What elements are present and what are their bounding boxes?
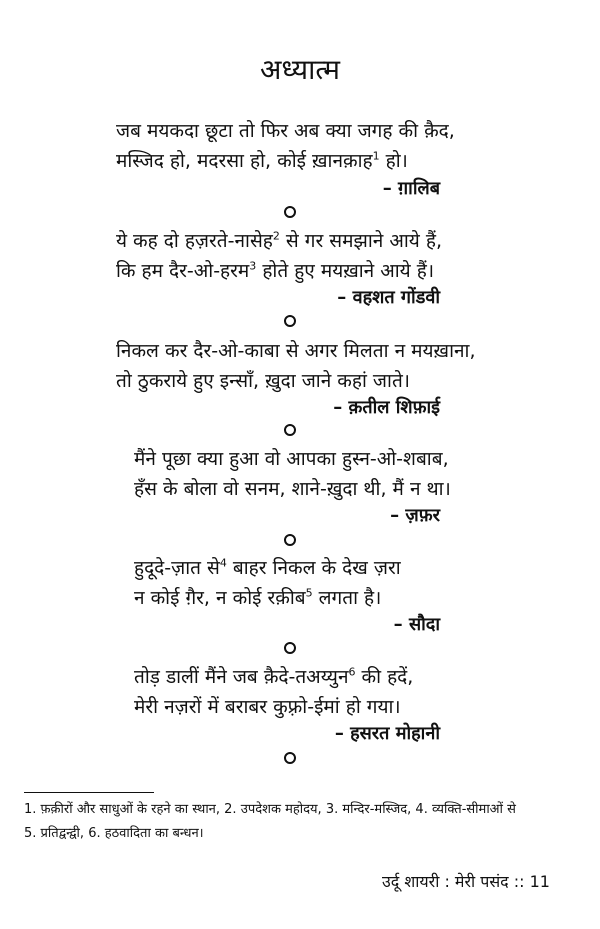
separator-circle-icon bbox=[284, 315, 296, 327]
footnote-ref-5: 5 bbox=[305, 586, 313, 600]
couplet-6 bbox=[134, 662, 413, 722]
couplet-3-line-1: निकल कर दैर-ओ-काबा से अगर मिलता न मयख़ाना, bbox=[116, 340, 476, 362]
separator-circle-icon bbox=[284, 206, 296, 218]
couplet-3-line-2: तो ठुकराये हुए इन्साँ, ख़ुदा जाने कहां जाते। bbox=[116, 370, 410, 392]
couplet-5-line-2-end: लगता है। bbox=[312, 587, 382, 609]
couplet-4 bbox=[134, 444, 451, 504]
couplet-4-line-2: हँस के बोला वो सनम, शाने-ख़ुदा थी, मैं न था। bbox=[134, 478, 451, 500]
poet-name: – ग़ालिब bbox=[382, 178, 440, 199]
footnote-line-2: 5. प्रतिद्वन्द्वी, 6. हठवादिता का बन्धन। bbox=[24, 826, 204, 841]
footnote-ref-4: 4 bbox=[219, 556, 227, 570]
couplet-2-line-1-end: से गर समझाने आये हैं, bbox=[279, 230, 442, 252]
couplet-5-line-1-text: हुदूदे-ज़ात से bbox=[134, 557, 220, 579]
couplet-2-line-2-text: कि हम दैर-ओ-हरम bbox=[116, 260, 250, 282]
couplet-6-line-1-text: तोड़ डालीं मैंने जब क़ैदे-तअय्युन bbox=[134, 666, 349, 688]
couplet-5-line-2 bbox=[134, 583, 401, 613]
couplet-5-line-1 bbox=[134, 553, 401, 583]
poet-name: – ज़फ़र bbox=[390, 505, 440, 526]
poet-name: – वहशत गोंडवी bbox=[337, 287, 440, 308]
couplet-1-line-2-text: मस्जिद हो, मदरसा हो, कोई ख़ानक़ाह bbox=[116, 150, 373, 172]
poet-name: – सौदा bbox=[393, 614, 440, 635]
separator-circle-icon bbox=[284, 424, 296, 436]
footnote-ref-6: 6 bbox=[348, 665, 356, 679]
couplet-2-line-1-text: ये कह दो हज़रते-नासेह bbox=[116, 230, 273, 252]
couplet-1-line-2-end: हो। bbox=[379, 150, 408, 172]
couplet-1-line-1: जब मयकदा छूटा तो फिर अब क्या जगह की क़ैद, bbox=[116, 120, 455, 142]
couplet-1 bbox=[116, 116, 455, 176]
poet-name: – क़तील शिफ़ाई bbox=[333, 397, 440, 418]
separator-circle-icon bbox=[284, 642, 296, 654]
couplet-2 bbox=[116, 226, 442, 286]
couplet-2-line-2-end: होते हुए मयख़ाने आये हैं। bbox=[256, 260, 435, 282]
footnote-ref-1: 1 bbox=[372, 149, 380, 163]
page-footer: उर्दू शायरी : मेरी पसंद :: 11 bbox=[382, 872, 550, 891]
couplet-6-line-1 bbox=[134, 662, 413, 692]
footnote-line-1: 1. फ़क़ीरों और साधुओं के रहने का स्थान, 2. उपदेशक महोदय, 3. मन्दिर-मस्जिद, 4. व्यक्ति-सीमाओं से bbox=[24, 802, 516, 817]
couplet-6-line-1-end: की हदें, bbox=[355, 666, 414, 688]
couplet-5-line-1-end: बाहर निकल के देख ज़रा bbox=[226, 557, 401, 579]
couplet-5 bbox=[134, 553, 401, 613]
footnote-ref-3: 3 bbox=[249, 259, 257, 273]
separator-circle-icon bbox=[284, 534, 296, 546]
page-title: अध्यात्म bbox=[259, 53, 341, 86]
poet-name: – हसरत मोहानी bbox=[334, 723, 440, 744]
footnotes bbox=[24, 798, 584, 846]
couplet-2-line-2 bbox=[116, 256, 442, 286]
couplet-5-line-2-text: न कोई ग़ैर, न कोई रक़ीब bbox=[134, 587, 306, 609]
separator-circle-icon bbox=[284, 752, 296, 764]
couplet-6-line-2: मेरी नज़रों में बराबर कुफ़्रो-ईमां हो गया। bbox=[134, 696, 401, 718]
footnote-divider bbox=[24, 792, 154, 793]
footnote-ref-2: 2 bbox=[272, 229, 280, 243]
couplet-2-line-1 bbox=[116, 226, 442, 256]
couplet-4-line-1: मैंने पूछा क्या हुआ वो आपका हुस्न-ओ-शबाब, bbox=[134, 448, 449, 470]
couplet-1-line-2 bbox=[116, 146, 455, 176]
couplet-3 bbox=[116, 336, 476, 396]
